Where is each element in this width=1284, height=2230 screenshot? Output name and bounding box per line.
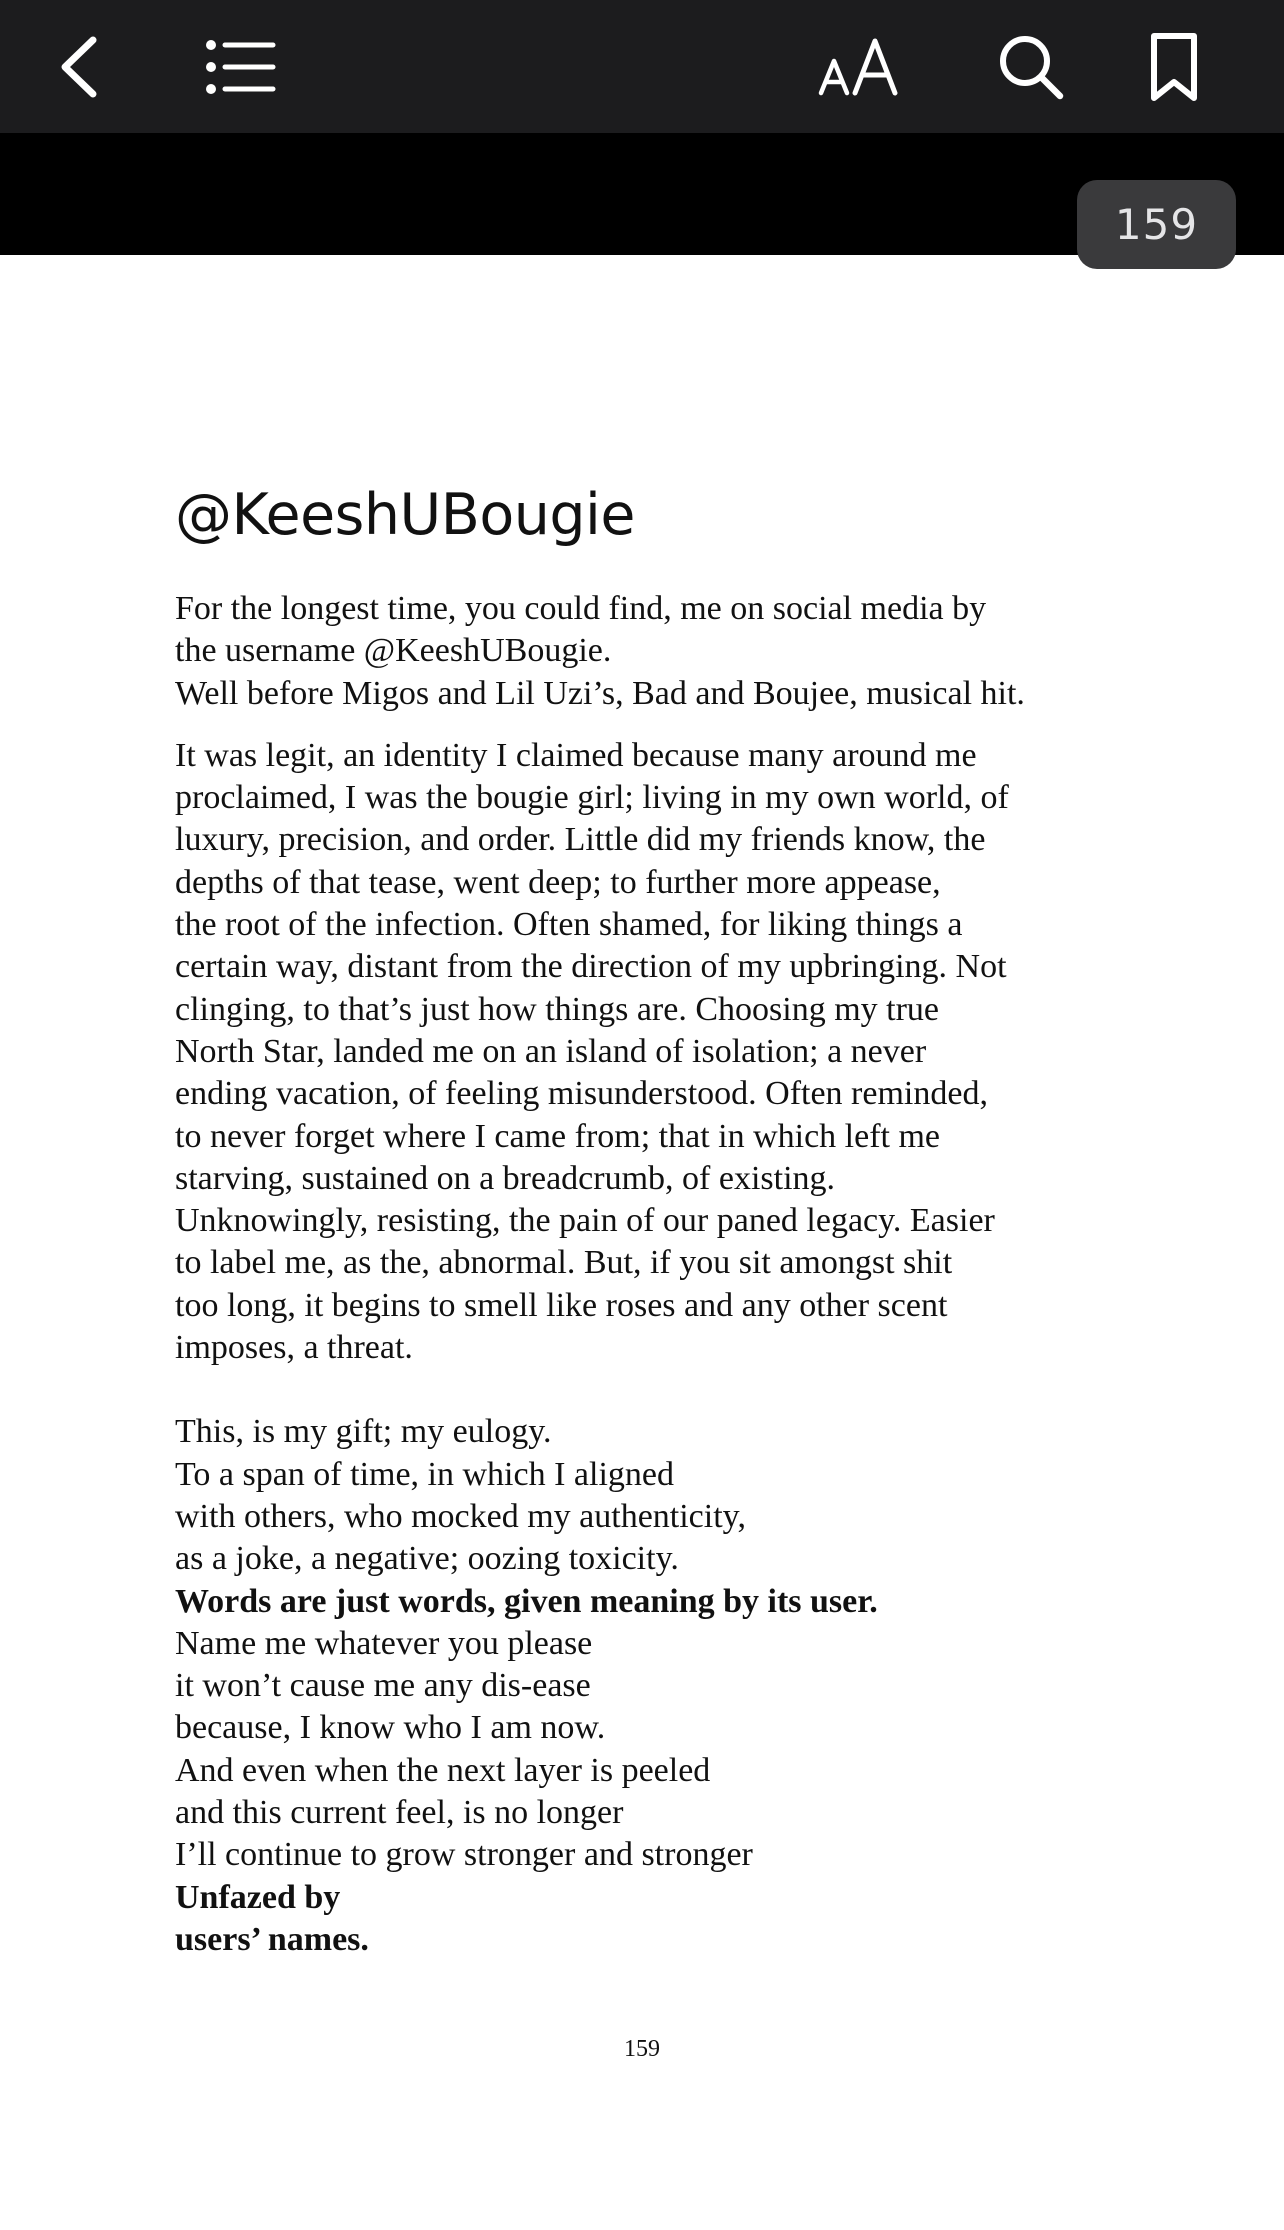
text-line: starving, sustained on a breadcrumb, of existing. [175,1159,836,1197]
text-line: clinging, to that’s just how things are. Choosing my true [175,990,940,1028]
chevron-left-icon [55,32,105,102]
text-line: luxury, precision, and order. Little did my friends know, the [175,821,986,859]
text-line: proclaimed, I was the bougie girl; living in my own world, of [175,779,1009,817]
text-line: ending vacation, of feeling misunderstood. Often reminded, [175,1075,988,1113]
poem-line: and this current feel, is no longer [175,1794,624,1832]
poem-stanza [175,1411,1095,1961]
text-line: to label me, as the, abnormal. But, if you sit amongst shit [175,1244,953,1282]
page-number-badge: 159 [1077,180,1236,269]
text-line: the username @KeeshUBougie. [175,632,612,670]
text-line: too long, it begins to smell like roses and any other scent [175,1286,948,1324]
paragraph-1 [175,588,1095,715]
poem-line: To a span of time, in which I aligned [175,1455,674,1493]
text-line: It was legit, an identity I claimed because many around me [175,736,977,774]
text-line: Unknowingly, resisting, the pain of our paned legacy. Easier [175,1202,995,1240]
poem-line: because, I know who I am now. [175,1709,606,1747]
book-page [175,470,1095,1961]
poem-line: Unfazed by [175,1878,341,1916]
poem-line: This, is my gift; my eulogy. [175,1413,552,1451]
text-line: imposes, a threat. [175,1329,413,1367]
poem-line: with others, who mocked my authenticity, [175,1497,746,1535]
search-icon [996,32,1066,102]
paragraph-2 [175,735,1095,1369]
search-button[interactable] [986,22,1076,112]
table-of-contents-button[interactable] [196,22,286,112]
text-line: to never forget where I came from; that in which left me [175,1117,941,1155]
text-line: North Star, landed me on an island of isolation; a never [175,1032,927,1070]
poem-line: I’ll continue to grow stronger and stronger [175,1836,753,1874]
bookmark-button[interactable] [1134,22,1214,112]
page-footer-number: 159 [624,2036,660,2062]
poem-line: Words are just words, given meaning by its user. [175,1582,878,1620]
back-button[interactable] [40,22,120,112]
list-icon [205,39,277,95]
bookmark-icon [1148,30,1200,104]
poem-line: And even when the next layer is peeled [175,1751,711,1789]
text-line: certain way, distant from the direction of my upbringing. Not [175,948,1007,986]
poem-line: as a joke, a negative; oozing toxicity. [175,1540,679,1578]
page-title: @KeeshUBougie [175,482,635,548]
text-line: depths of that tease, went deep; to further more appease, [175,863,941,901]
text-line: the root of the infection. Often shamed, for liking things a [175,906,963,944]
font-size-icon [815,35,905,99]
font-settings-button[interactable] [810,22,910,112]
poem-line: users’ names. [175,1920,369,1958]
poem-line: Name me whatever you please [175,1624,593,1662]
text-line: For the longest time, you could find, me on social media by [175,590,987,627]
text-line: Well before Migos and Lil Uzi’s, Bad and Boujee, musical hit. [175,674,1025,712]
poem-line: it won’t cause me any dis-ease [175,1667,591,1705]
reader-toolbar [0,0,1284,133]
